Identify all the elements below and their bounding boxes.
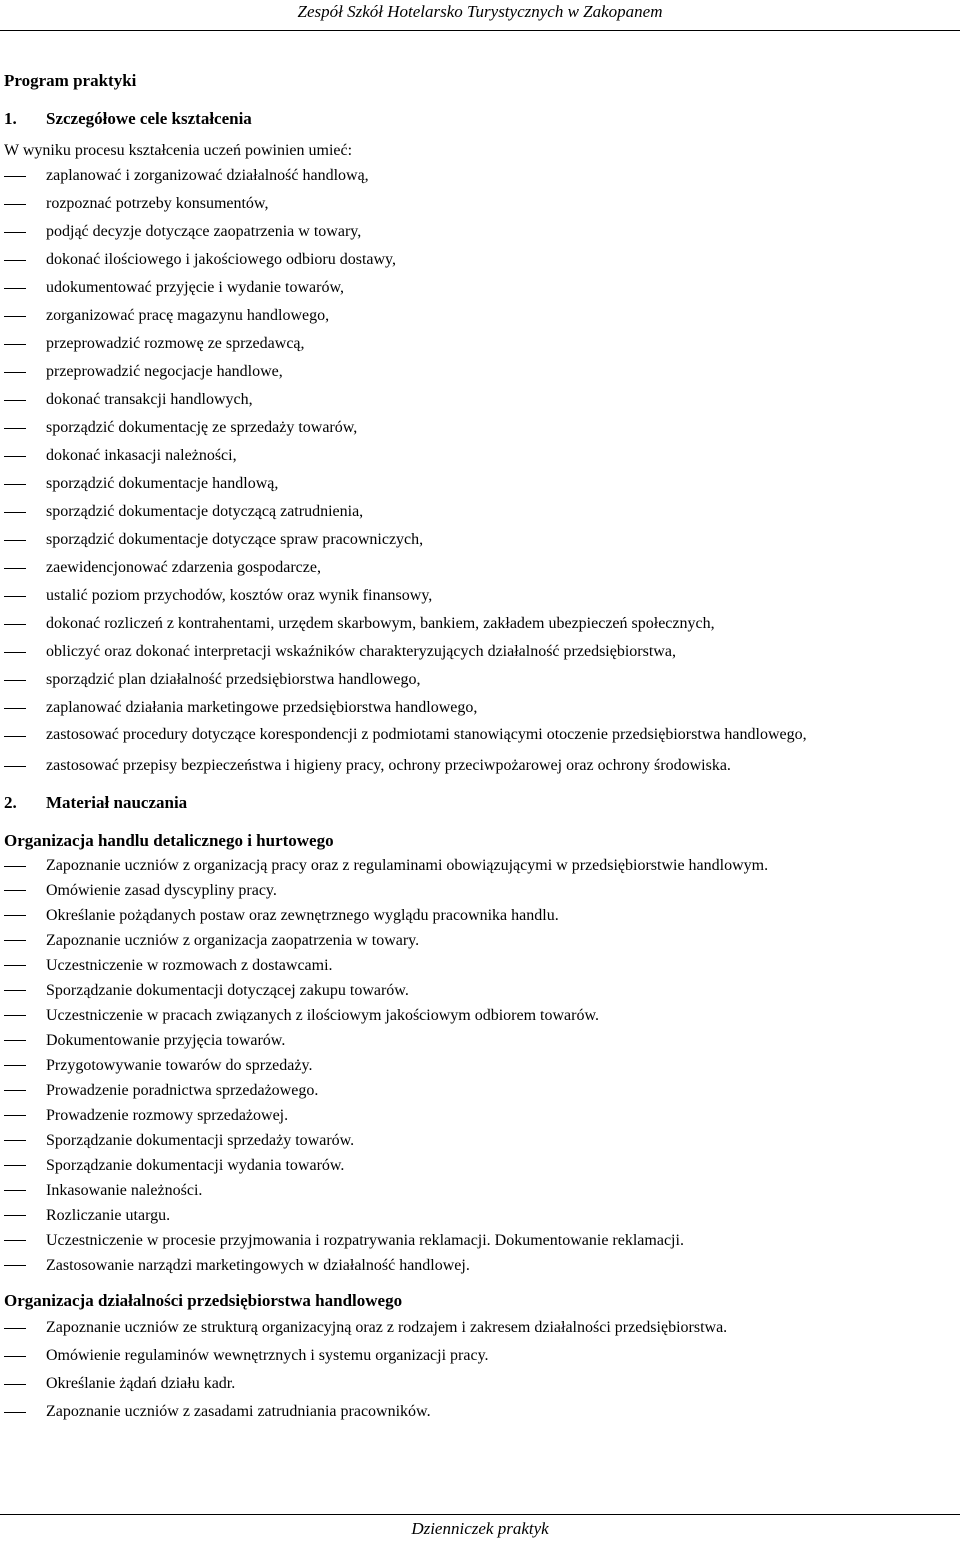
list-item: zaplanować i zorganizować działalność handlową, (4, 162, 958, 190)
list-item: Uczestniczenie w rozmowach z dostawcami. (4, 953, 958, 978)
list-item: zaewidencjonować zdarzenia gospodarcze, (4, 554, 958, 582)
list-item: dokonać inkasacji należności, (4, 442, 958, 470)
list-item: Zapoznanie uczniów z organizacja zaopatrzenia w towary. (4, 928, 958, 953)
header-rule (0, 30, 960, 31)
list-item: Prowadzenie rozmowy sprzedażowej. (4, 1103, 958, 1128)
list-item: udokumentować przyjęcie i wydanie towarów, (4, 274, 958, 302)
list-item: sporządzić dokumentacje dotyczącą zatrudnienia, (4, 498, 958, 526)
section-1-number: 1. (4, 109, 17, 128)
list-item: zaplanować działania marketingowe przedsiębiorstwa handlowego, (4, 694, 958, 722)
section-2-title: Materiał nauczania (46, 793, 188, 812)
list-item: Sporządzanie dokumentacji sprzedaży towarów. (4, 1128, 958, 1153)
list-item: sporządzić dokumentację ze sprzedaży towarów, (4, 414, 958, 442)
list-item: Określanie żądań działu kadr. (4, 1370, 958, 1398)
section-1-title: Szczegółowe cele kształcenia (46, 109, 252, 128)
footer-rule (0, 1514, 960, 1515)
section-2-number: 2. (4, 793, 17, 812)
section-1-list (4, 162, 958, 780)
list-item: dokonać transakcji handlowych, (4, 386, 958, 414)
list-item: Uczestniczenie w pracach związanych z ilościowym jakościowym odbiorem towarów. (4, 1003, 958, 1028)
list-item: podjąć decyzje dotyczące zaopatrzenia w towary, (4, 218, 958, 246)
list-item: Rozliczanie utargu. (4, 1203, 958, 1228)
list-item: Uczestniczenie w procesie przyjmowania i rozpatrywania reklamacji. Dokumentowanie reklamacji. (4, 1228, 958, 1253)
list-item: obliczyć oraz dokonać interpretacji wskaźników charakteryzujących działalność przedsiębiorstwa, (4, 638, 958, 666)
subsection-enterprise-list (4, 1314, 958, 1426)
list-item: Zastosowanie narządzi marketingowych w działalność handlowej. (4, 1253, 958, 1278)
list-item: Zapoznanie uczniów z organizacją pracy oraz z regulaminami obowiązującymi w przedsiębiorstwie handlowym. (4, 854, 958, 878)
page-header: Zespół Szkół Hotelarsko Turystycznych w Zakopanem (297, 2, 663, 21)
list-item: sporządzić dokumentacje dotyczące spraw pracowniczych, (4, 526, 958, 554)
list-item: Sporządzanie dokumentacji dotyczącej zakupu towarów. (4, 978, 958, 1003)
list-item: przeprowadzić rozmowę ze sprzedawcą, (4, 330, 958, 358)
list-item: zorganizować pracę magazynu handlowego, (4, 302, 958, 330)
subsection-enterprise-heading: Organizacja działalności przedsiębiorstwa handlowego (4, 1291, 403, 1310)
page-footer: Dzienniczek praktyk (411, 1519, 549, 1538)
list-item: Omówienie regulaminów wewnętrznych i systemu organizacji pracy. (4, 1342, 958, 1370)
list-item: zastosować przepisy bezpieczeństwa i higieny pracy, ochrony przeciwpożarowej oraz ochrony środowiska. (4, 752, 958, 780)
subsection-retail-wholesale-heading: Organizacja handlu detalicznego i hurtowego (4, 831, 334, 850)
subsection-retail-wholesale-list (4, 854, 958, 1278)
list-item: Inkasowanie należności. (4, 1178, 958, 1203)
list-item: Dokumentowanie przyjęcia towarów. (4, 1028, 958, 1053)
list-item: dokonać ilościowego i jakościowego odbioru dostawy, (4, 246, 958, 274)
list-item: ustalić poziom przychodów, kosztów oraz wynik finansowy, (4, 582, 958, 610)
list-item: Sporządzanie dokumentacji wydania towarów. (4, 1153, 958, 1178)
list-item: sporządzić plan działalność przedsiębiorstwa handlowego, (4, 666, 958, 694)
section-2-heading (4, 790, 958, 816)
list-item: Prowadzenie poradnictwa sprzedażowego. (4, 1078, 958, 1103)
section-1-heading (4, 106, 958, 132)
list-item: Przygotowywanie towarów do sprzedaży. (4, 1053, 958, 1078)
page-content (4, 68, 958, 1426)
list-item: dokonać rozliczeń z kontrahentami, urzędem skarbowym, bankiem, zakładem ubezpieczeń społecznych, (4, 610, 958, 638)
list-item: zastosować procedury dotyczące korespondencji z podmiotami stanowiącymi otoczenie przedsiębiorstwa handlowego, (4, 722, 958, 748)
list-item: przeprowadzić negocjacje handlowe, (4, 358, 958, 386)
list-item: Określanie pożądanych postaw oraz zewnętrznego wyglądu pracownika handlu. (4, 903, 958, 928)
section-1-intro: W wyniku procesu kształcenia uczeń powinien umieć: (4, 142, 353, 159)
document-title: Program praktyki (4, 71, 137, 90)
list-item: Zapoznanie uczniów ze strukturą organizacyjną oraz z rodzajem i zakresem działalności przedsiębiorstwa. (4, 1314, 958, 1342)
list-item: rozpoznać potrzeby konsumentów, (4, 190, 958, 218)
list-item: Zapoznanie uczniów z zasadami zatrudniania pracowników. (4, 1398, 958, 1426)
list-item: Omówienie zasad dyscypliny pracy. (4, 878, 958, 903)
list-item: sporządzić dokumentacje handlową, (4, 470, 958, 498)
